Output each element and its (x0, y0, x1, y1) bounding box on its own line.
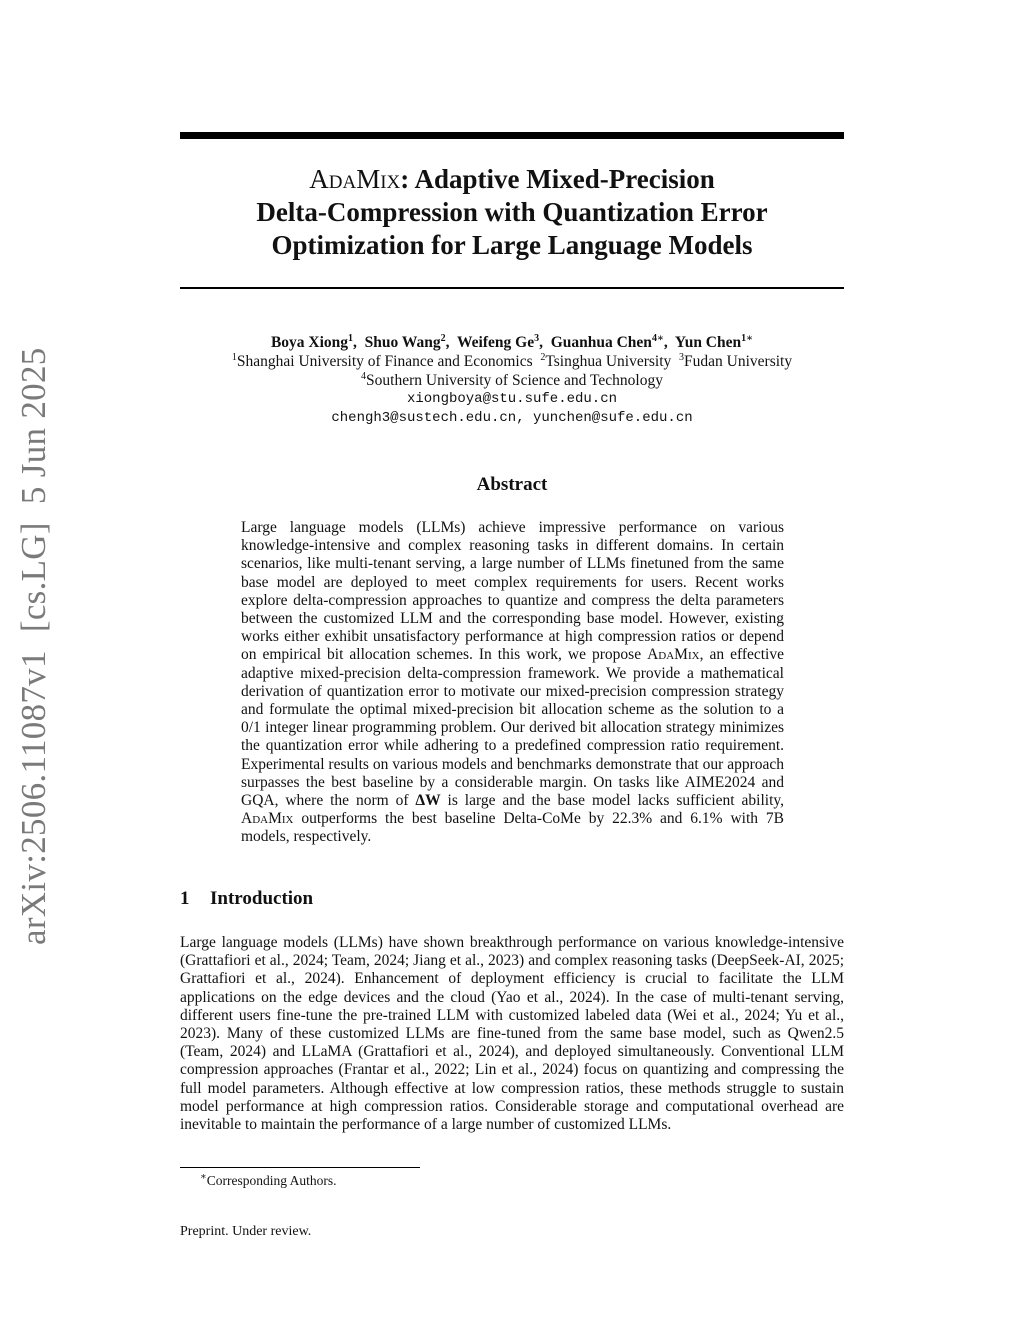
section-heading-introduction: 1 Introduction (180, 888, 314, 909)
author-block (180, 333, 844, 428)
author: Boya Xiong$^1$ (270, 332, 354, 351)
email-line-1: xiongboya@stu.sufe.edu.cn (406, 391, 618, 407)
abstract-heading: Abstract (476, 474, 548, 495)
author: Shuo Wang$^2$ (364, 332, 446, 351)
author-names: Boya Xiong$^1$, Shuo Wang$^2$, Weifeng Ge$^3$, Guanhua Chen$^{4∗}$, Yun Chen$^{1∗}$ (270, 332, 754, 351)
delta-w-symbol: ΔW (415, 792, 441, 810)
author: Weifeng Ge$^3$ (457, 332, 540, 351)
introduction-paragraph: Large language models (LLMs) have shown breakthrough performance on various knowledge-intensive (Grattafiori et al., 2024; Team, 2024; Jiang et al., 2023) and complex reasoning tasks (DeepSeek-AI, 2025; Grattafiori et al., 2024). Enhancement of deployment efficiency is crucial to facilitate the LLM applications on the edge devices and the cloud (Yao et al., 2024). In the case of multi-tenant serving, different users fine-tune the pre-trained LLM with customized labeled data (Wei et al., 2024; Yu et al., 2023). Many of these customized LLMs are fine-tuned from the same base model, such as Qwen2.5 (Team, 2024) and LLaMA (Grattafiori et al., 2024), and deployed simultaneously. Conventional LLM compression approaches (Frantar et al., 2022; Lin et al., 2024) focus on quantizing and compressing the full model parameters. Although effective at low compression ratios, these methods struggle to sustain model performance at high compression ratios. Considerable storage and computational overhead are inevitable to maintain the performance of a large number of customized LLMs. (180, 934, 844, 1134)
abstract-text: Large language models (LLMs) achieve impressive performance on various knowledge-intensive and complex reasoning tasks in different domains. In certain scenarios, like multi-tenant serving, a large number of LLMs finetuned from the same base model are deployed to meet complex requirements for users. Recent works explore delta-compression approaches to quantize and compress the delta parameters between the customized LLM and the corresponding base model. However, existing works either exhibit unsatisfactory performance at high compression ratios or depend on empirical bit allocation schemes. In this work, we propose AdaMix, an effective adaptive mixed-precision delta-compression framework. We provide a mathematical derivation of quantization error to motivate our mixed-precision compression strategy and formulate the optimal mixed-precision bit allocation scheme as the solution to a 0/1 integer linear programming problem. Our derived bit allocation strategy minimizes the quantization error while adhering to a predefined compression ratio requirement. Experimental results on various models and benchmarks demonstrate that our approach surpasses the best baseline by a considerable margin. On tasks like AIME2024 and GQA, where the norm of ΔW is large and the base model lacks sufficient ability, AdaMix outperforms the best baseline Delta-CoMe by 22.3% and 6.1% with 7B models, respectively. (241, 519, 784, 846)
title-bottom-rule (180, 287, 844, 289)
affiliation: $^1$Shanghai University of Finance and Economics (231, 351, 533, 370)
title-line-1-rest: : Adaptive Mixed-Precision (400, 164, 715, 194)
email-line-2: chengh3@sustech.edu.cn, yunchen@sufe.edu.cn (331, 410, 693, 426)
affiliations-line-2 (180, 371, 844, 390)
paper-title (180, 163, 844, 262)
title-line-3: Optimization for Large Language Models (271, 230, 753, 260)
author: Yun Chen$^{1∗}$ (674, 332, 754, 351)
footnote-rule (180, 1167, 420, 1168)
title-line-2: Delta-Compression with Quantization Error (256, 197, 768, 227)
method-name: AdaMix (241, 810, 294, 828)
affiliation: $^2$Tsinghua University (540, 351, 672, 370)
affiliations-line-1 (180, 352, 844, 371)
method-name: AdaMix (647, 646, 700, 664)
footnote: ∗Corresponding Authors. (200, 1171, 337, 1188)
method-name: AdaMix (309, 164, 401, 194)
affiliation: $^3$Fudan University (679, 351, 793, 370)
page-footer: Preprint. Under review. (180, 1224, 312, 1239)
title-top-rule (180, 132, 844, 139)
affiliation: $^4$Southern University of Science and Technology (361, 370, 663, 389)
author: Guanhua Chen$^{4∗}$ (550, 332, 664, 351)
arxiv-identifier: arXiv:2506.11087v1 [cs.LG] 5 Jun 2025 (14, 347, 53, 945)
